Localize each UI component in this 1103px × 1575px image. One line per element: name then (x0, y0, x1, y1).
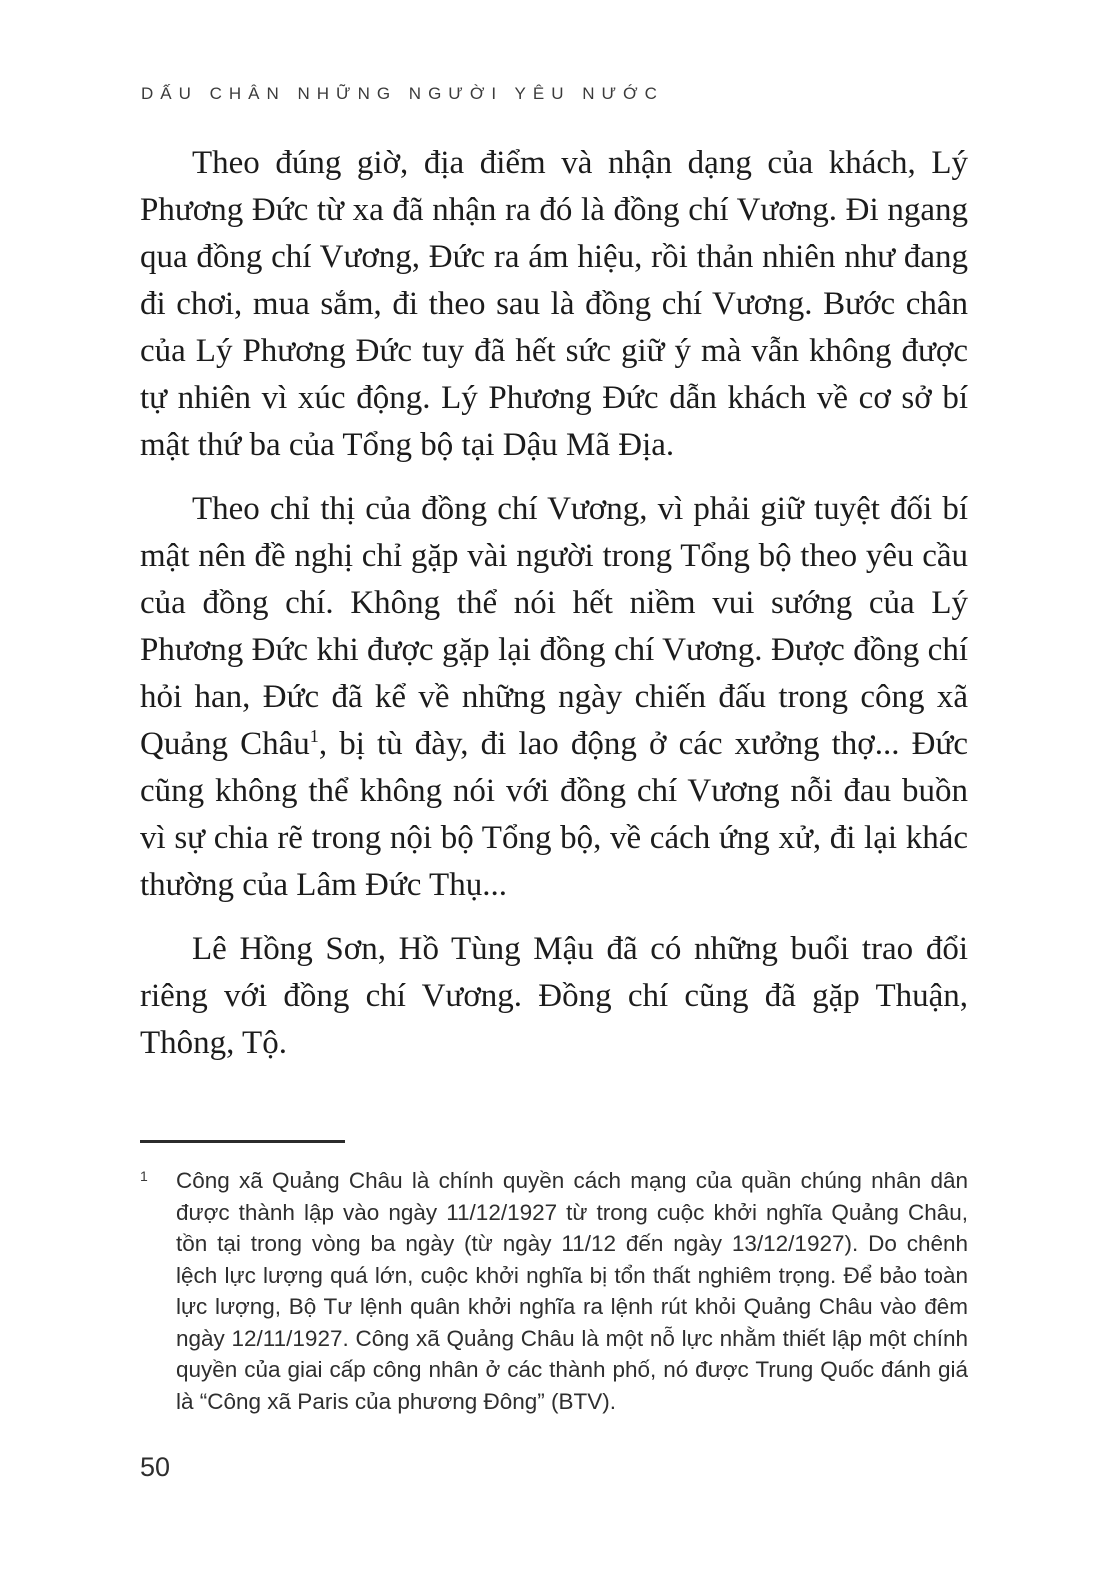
footnote-divider (140, 1140, 345, 1143)
page-number: 50 (140, 1452, 171, 1482)
running-header: DẤU CHÂN NHỮNG NGƯỜI YÊU NƯỚC (141, 84, 664, 103)
paragraph-1 (140, 140, 968, 469)
footnote-text: Công xã Quảng Châu là chính quyền cách mạng của quần chúng nhân dân được thành lập vào ngày 11/12/1927 từ trong cuộc khởi nghĩa Quảng Châu, tồn tại trong vòng ba ngày (từ ngày 11/12 đến ngày 13/12/1927). Do chênh lệch lực lượng quá lớn, cuộc khởi nghĩa bị tổn thất nghiêm trọng. Để bảo toàn lực lượng, Bộ Tư lệnh quân khởi nghĩa ra lệnh rút khỏi Quảng Châu vào đêm ngày 12/11/1927. Công xã Quảng Châu là một nỗ lực nhằm thiết lập một chính quyền của giai cấp công nhân ở các thành phố, nó được Trung Quốc đánh giá là “Công xã Paris của phương Đông” (BTV). (176, 1168, 968, 1414)
paragraph-3 (140, 926, 968, 1067)
body-text (140, 140, 968, 1067)
footnote-marker: 1 (140, 1168, 148, 1184)
footnote-reference-1: 1 (309, 726, 319, 746)
paragraph-1-text: Theo đúng giờ, địa điểm và nhận dạng của khách, Lý Phương Đức từ xa đã nhận ra đó là đồng chí Vương. Đi ngang qua đồng chí Vương, Đức ra ám hiệu, rồi thản nhiên như đang đi chơi, mua sắm, đi theo sau là đồng chí Vương. Bước chân của Lý Phương Đức tuy đã hết sức giữ ý mà vẫn không được tự nhiên vì xúc động. Lý Phương Đức dẫn khách về cơ sở bí mật thứ ba của Tổng bộ tại Dậu Mã Địa. (140, 145, 968, 463)
paragraph-3-text: Lê Hồng Sơn, Hồ Tùng Mậu đã có những buổi trao đổi riêng với đồng chí Vương. Đồng chí cũng đã gặp Thuận, Thông, Tộ. (140, 931, 968, 1061)
paragraph-2-text-after-footnote-ref: , bị tù đày, đi lao động ở các xưởng thợ... Đức cũng không thể không nói với đồng chí Vương nỗi đau buồn vì sự chia rẽ trong nội bộ Tổng bộ, về cách ứng xử, đi lại khác thường của Lâm Đức Thụ... (140, 726, 968, 903)
paragraph-2 (140, 486, 968, 909)
paragraph-2-text-before-footnote-ref: Theo chỉ thị của đồng chí Vương, vì phải giữ tuyệt đối bí mật nên đề nghị chỉ gặp vài người trong Tổng bộ theo yêu cầu của đồng chí. Không thể nói hết niềm vui sướng của Lý Phương Đức khi được gặp lại đồng chí Vương. Được đồng chí hỏi han, Đức đã kể về những ngày chiến đấu trong công xã Quảng Châu (140, 491, 968, 762)
footnote-1 (140, 1165, 968, 1417)
footnote-section (140, 1140, 968, 1417)
